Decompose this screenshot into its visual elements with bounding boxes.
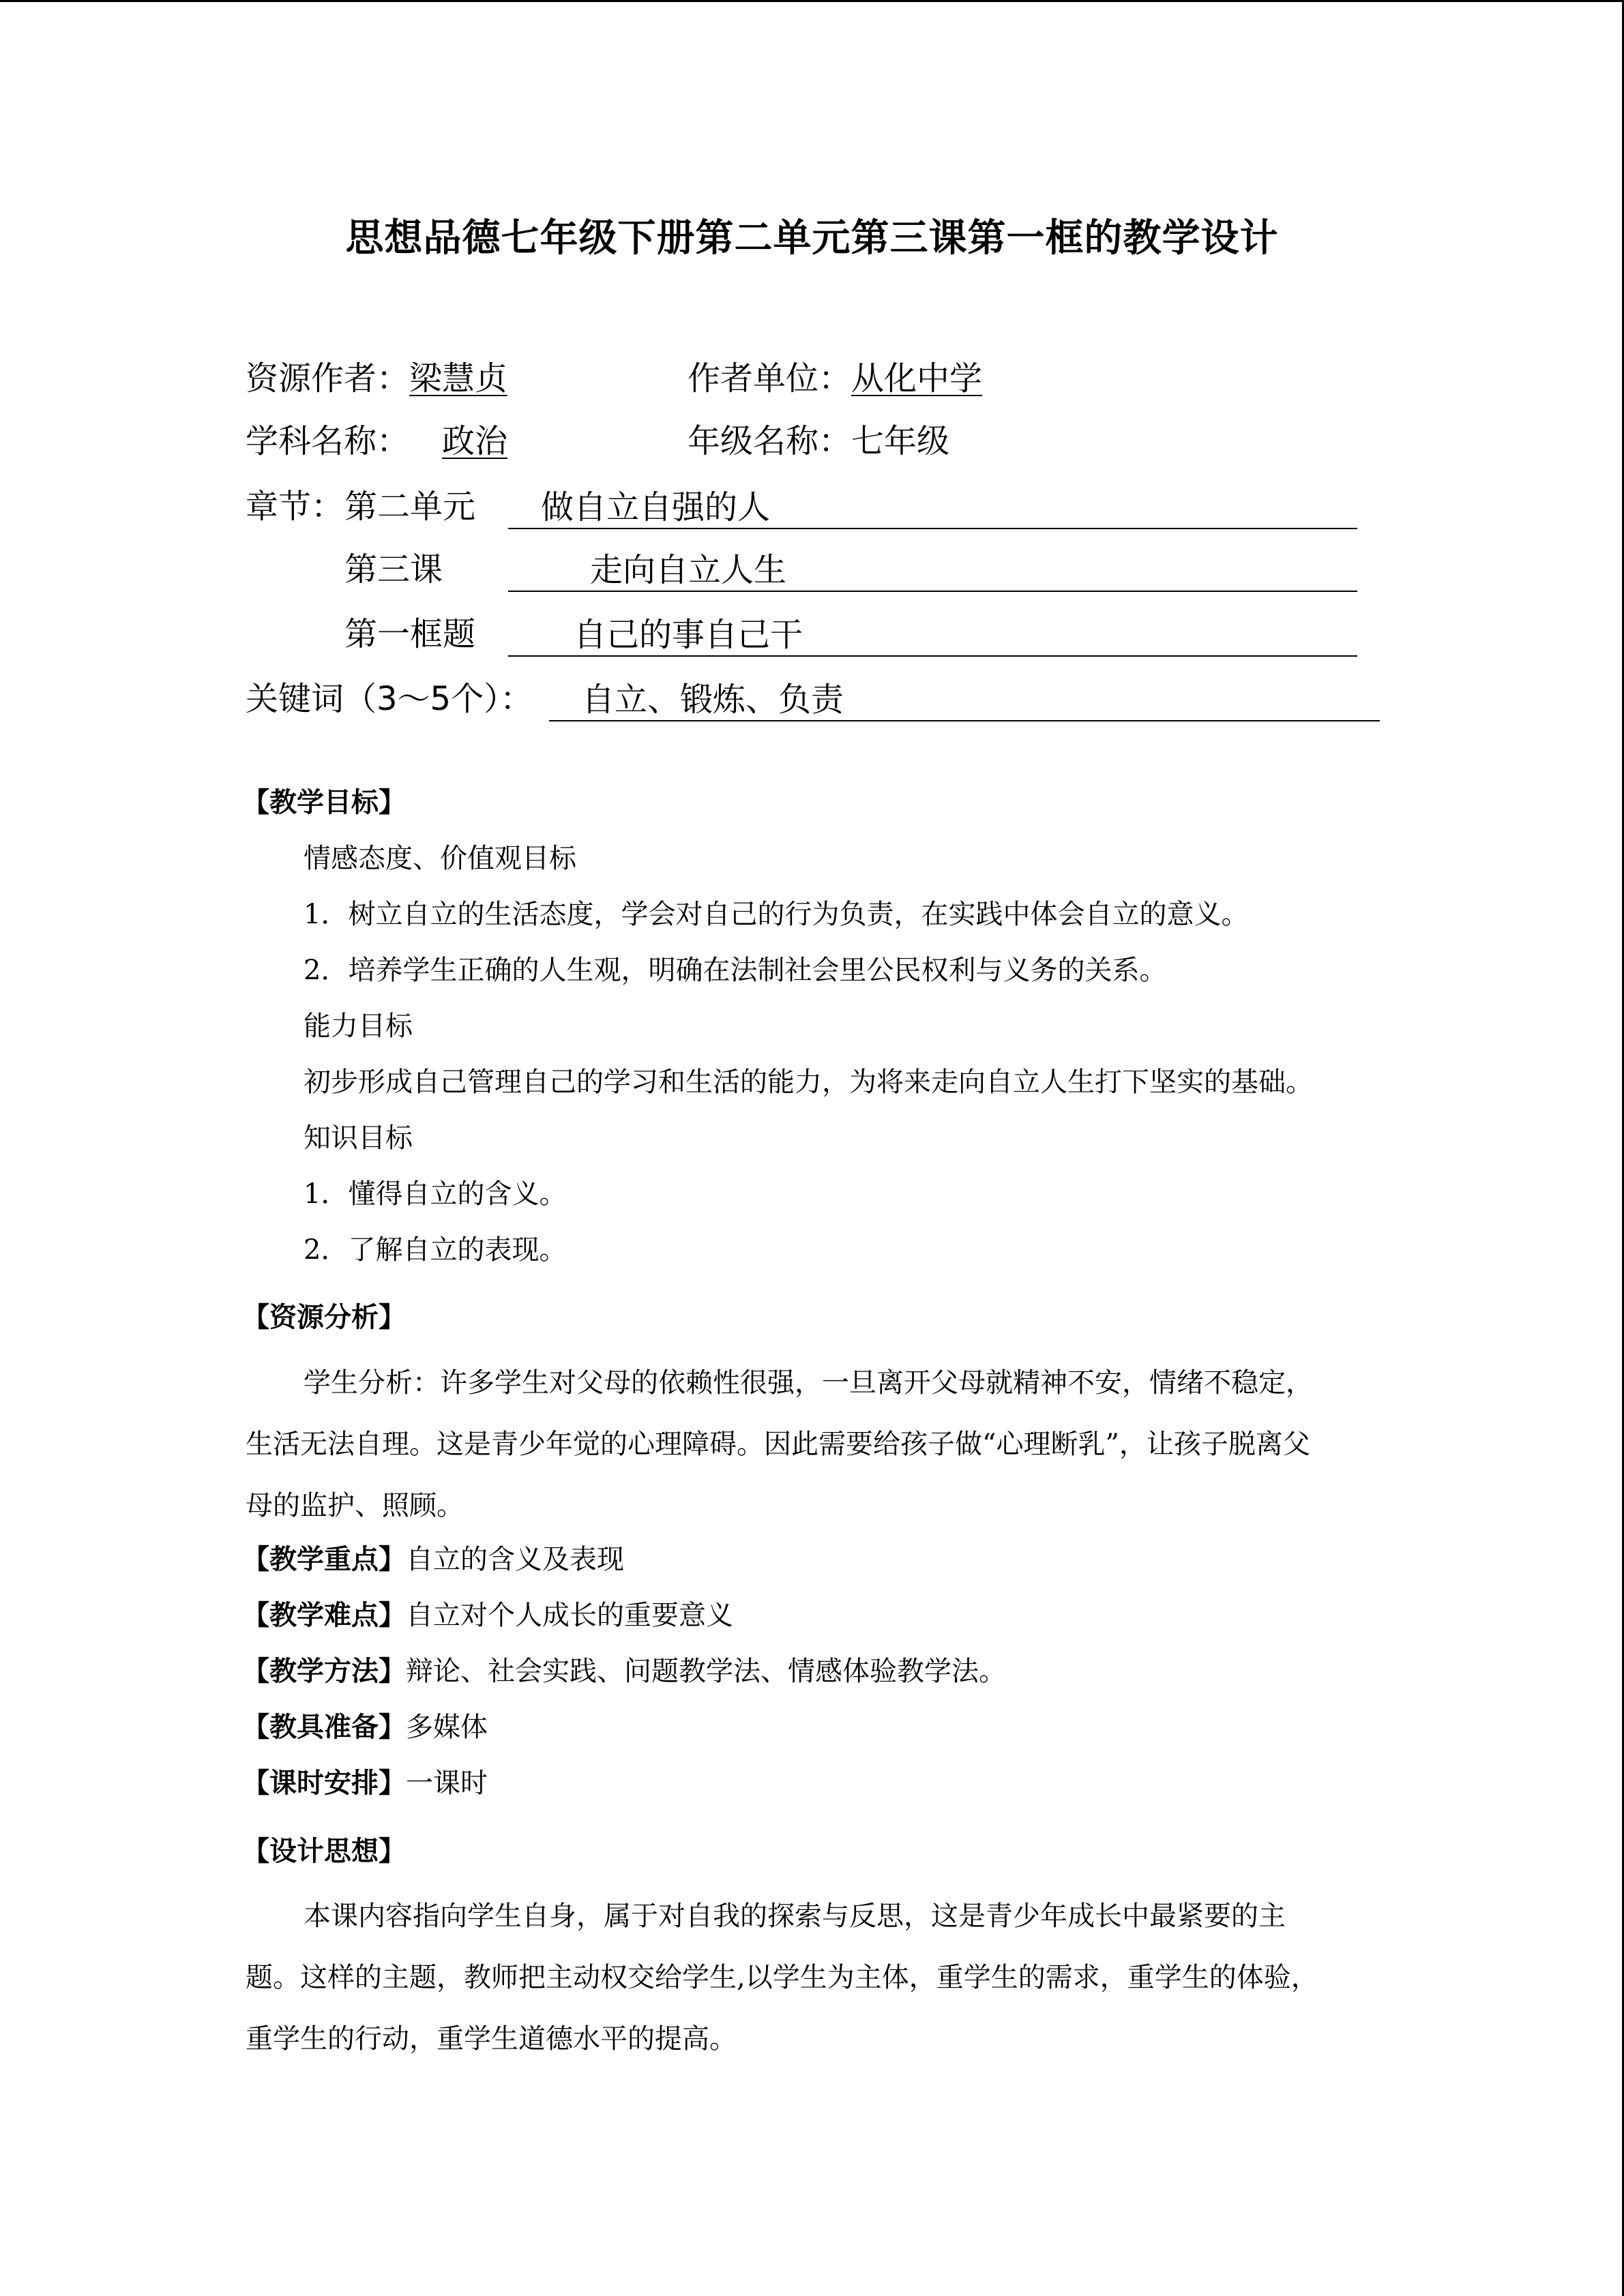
author-label: 资源作者： [246, 359, 410, 398]
emotion-goal-1: 1．树立自立的生活态度，学会对自己的行为负责，在实践中体会自立的意义。 [304, 899, 1249, 930]
knowledge-goal-1: 1．懂得自立的含义。 [304, 1178, 567, 1210]
chapter-unit-title: 做自立自强的人 [508, 486, 1357, 529]
resources-line-1: 学生分析：许多学生对父母的依赖性很强，一旦离开父母就精神不安，情绪不稳定， [304, 1367, 1313, 1399]
emotion-goal-2: 2．培养学生正确的人生观，明确在法制社会里公民权利与义务的关系。 [304, 955, 1167, 986]
unit-value: 从化中学 [851, 359, 983, 398]
unit-row [688, 355, 982, 402]
tools-text: 多媒体 [406, 1712, 488, 1743]
methods-label: 【教学方法】 [242, 1656, 406, 1687]
chapter-unit: 第二单元 [344, 488, 476, 526]
emotion-heading: 情感态度、价值观目标 [304, 843, 576, 874]
lesson-label: 第三课 [344, 550, 443, 588]
keywords-value: 自立、锻炼、负责 [549, 678, 1380, 721]
design-heading: 【设计思想】 [242, 1836, 406, 1867]
methods-text: 辩论、社会实践、问题教学法、情感体验教学法。 [406, 1656, 1006, 1687]
unit-label: 作者单位： [688, 359, 852, 398]
tools-label: 【教具准备】 [242, 1712, 406, 1743]
resources-line-3: 母的监护、照顾。 [246, 1490, 464, 1521]
design-line-2: 题。这样的主题，教师把主动权交给学生,以学生为主体，重学生的需求，重学生的体验， [246, 1962, 1318, 1993]
schedule-label: 【课时安排】 [242, 1768, 406, 1799]
subject-row [246, 417, 507, 465]
key-point-text: 自立的含义及表现 [406, 1544, 624, 1575]
keywords-label: 关键词（3～5个）： [246, 680, 533, 718]
subject-label: 学科名称： [246, 422, 410, 460]
ability-heading: 能力目标 [304, 1011, 413, 1042]
difficulty-label: 【教学难点】 [242, 1600, 406, 1631]
grade-value: 七年级 [851, 422, 950, 460]
schedule-row [242, 1759, 488, 1807]
author-value: 梁慧贞 [409, 359, 508, 398]
frame-label: 第一框题 [344, 615, 476, 653]
grade-row [688, 417, 949, 465]
grade-label: 年级名称： [688, 422, 852, 460]
lesson-title: 走向自立人生 [508, 548, 1357, 592]
key-point-label: 【教学重点】 [242, 1544, 406, 1575]
subject-value: 政治 [442, 422, 508, 460]
ability-text: 初步形成自己管理自己的学习和生活的能力，为将来走向自立人生打下坚实的基础。 [304, 1067, 1313, 1098]
author-row [246, 355, 507, 402]
page-border-top [0, 0, 1624, 2]
design-line-3: 重学生的行动，重学生道德水平的提高。 [246, 2023, 737, 2055]
goals-heading: 【教学目标】 [242, 787, 406, 818]
difficulty-row [242, 1592, 733, 1639]
difficulty-text: 自立对个人成长的重要意义 [406, 1600, 733, 1631]
frame-title: 自己的事自己干 [508, 613, 1357, 657]
resources-heading: 【资源分析】 [242, 1302, 406, 1333]
schedule-text: 一课时 [406, 1768, 488, 1799]
chapter-label: 章节： [246, 488, 344, 526]
key-point-row [242, 1536, 624, 1583]
resources-line-2: 生活无法自理。这是青少年觉的心理障碍。因此需要给孩子做“心理断乳”，让孩子脱离父 [246, 1429, 1310, 1460]
tools-row [242, 1703, 488, 1751]
document-title: 思想品德七年级下册第二单元第三课第一框的教学设计 [345, 216, 1279, 260]
knowledge-goal-2: 2．了解自立的表现。 [304, 1234, 567, 1266]
design-line-1: 本课内容指向学生自身，属于对自我的探索与反思，这是青少年成长中最紧要的主 [304, 1900, 1286, 1932]
methods-row [242, 1648, 1006, 1695]
knowledge-heading: 知识目标 [304, 1122, 413, 1154]
